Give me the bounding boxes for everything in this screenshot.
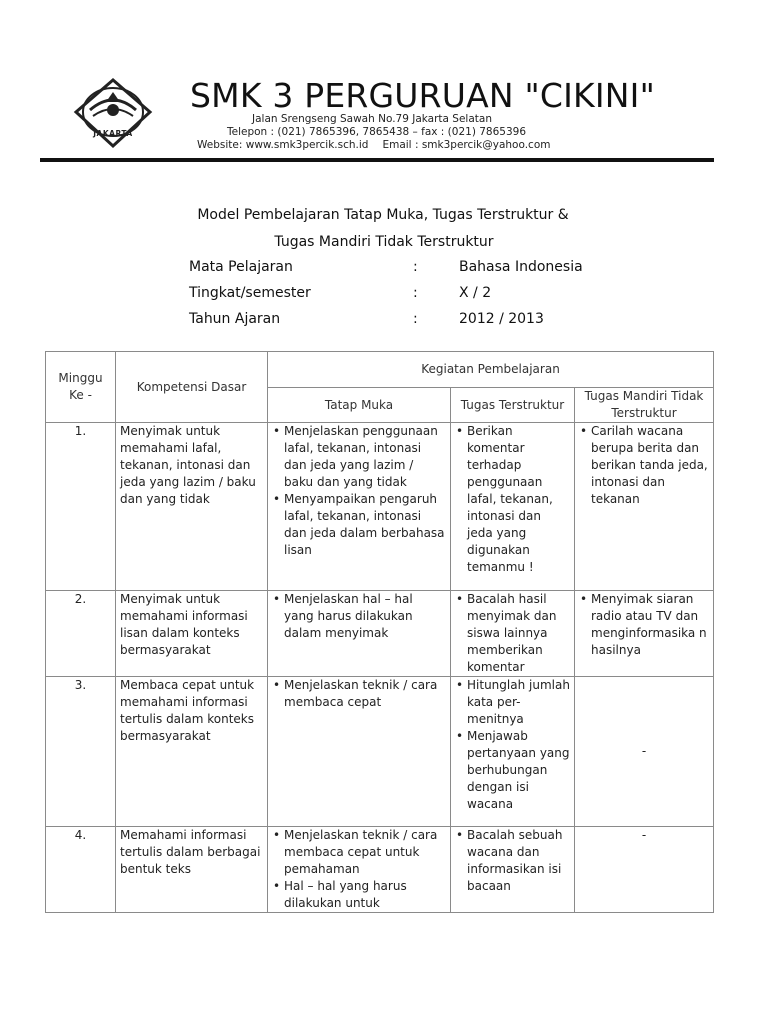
meta-key: Tingkat/semester	[189, 285, 311, 301]
header-tugas-terstruktur: Tugas Terstruktur	[451, 388, 575, 423]
school-email: Email : smk3percik@yahoo.com	[382, 139, 551, 151]
tugas-mandiri-cell	[575, 591, 714, 677]
table-row	[46, 423, 714, 591]
tugas-terstruktur-cell	[451, 423, 575, 591]
school-name: SMK 3 PERGURUAN "CIKINI"	[190, 76, 655, 115]
list-item: • Bacalah sebuah wacana dan informasikan isi bacaan	[455, 827, 570, 895]
tugas-terstruktur-cell	[451, 827, 575, 913]
tatap-muka-cell	[268, 423, 451, 591]
tugas-terstruktur-cell	[451, 677, 575, 827]
list-item: • Menjelaskan teknik / cara membaca cepat untuk pemahaman	[272, 827, 446, 878]
meta-key: Tahun Ajaran	[189, 311, 281, 327]
meta-row-year	[0, 311, 768, 331]
meta-key: Mata Pelajaran	[189, 259, 293, 275]
competency-text: Membaca cepat untuk memahami informasi tertulis dalam konteks bermasyarakat	[116, 677, 268, 827]
week-number: 4.	[46, 827, 116, 913]
meta-value: 2012 / 2013	[459, 311, 544, 327]
meta-value: X / 2	[459, 285, 492, 301]
school-phone: Telepon : (021) 7865396, 7865438 – fax : (021) 7865396	[227, 126, 527, 138]
competency-text: Memahami informasi tertulis dalam berbagai bentuk teks	[116, 827, 268, 913]
document-title-line2: Tugas Mandiri Tidak Terstruktur	[274, 234, 494, 250]
header-divider	[40, 158, 714, 162]
tugas-mandiri-empty: -	[575, 827, 714, 913]
table-row	[46, 591, 714, 677]
meta-colon: :	[413, 285, 418, 301]
school-logo	[68, 76, 158, 150]
header-tugas-mandiri: Tugas Mandiri Tidak Terstruktur	[575, 388, 714, 423]
meta-value: Bahasa Indonesia	[459, 259, 583, 275]
competency-text: Menyimak untuk memahami lafal, tekanan, intonasi dan jeda yang lazim / baku dan yang tidak	[116, 423, 268, 591]
list-item: • Menjawab pertanyaan yang berhubungan dengan isi wacana	[455, 728, 570, 813]
tugas-mandiri-empty: -	[575, 677, 714, 827]
meta-row-subject	[0, 259, 768, 279]
list-item: • Hitunglah jumlah kata per-menitnya	[455, 677, 570, 728]
tugas-terstruktur-cell	[451, 591, 575, 677]
list-item: • Menjelaskan teknik / cara membaca cepat	[272, 677, 446, 711]
table-row	[46, 677, 714, 827]
tatap-muka-cell	[268, 591, 451, 677]
document-title-line1: Model Pembelajaran Tatap Muka, Tugas Terstruktur &	[197, 207, 569, 223]
week-number: 1.	[46, 423, 116, 591]
tatap-muka-cell	[268, 827, 451, 913]
tatap-muka-cell	[268, 677, 451, 827]
meta-colon: :	[413, 259, 418, 275]
school-website: Website: www.smk3percik.sch.id	[197, 139, 369, 151]
week-number: 2.	[46, 591, 116, 677]
header-minggu: Minggu Ke -	[46, 352, 116, 423]
list-item: • Menyampaikan pengaruh lafal, tekanan, intonasi dan jeda dalam berbahasa lisan	[272, 491, 446, 559]
school-address: Jalan Srengseng Sawah No.79 Jakarta Selatan	[252, 113, 492, 125]
list-item: • Carilah wacana berupa berita dan berikan tanda jeda, intonasi dan tekanan	[579, 423, 709, 508]
list-item: • Berikan komentar terhadap penggunaan lafal, tekanan, intonasi dan jeda yang digunakan temanmu !	[455, 423, 570, 576]
list-item: • Menjelaskan penggunaan lafal, tekanan, intonasi dan jeda yang lazim / baku dan yang tidak	[272, 423, 446, 491]
list-item: • Menyimak siaran radio atau TV dan menginformasika n hasilnya	[579, 591, 709, 659]
list-item: • Hal – hal yang harus dilakukan untuk	[272, 878, 446, 912]
header-tatap-muka: Tatap Muka	[268, 388, 451, 423]
meta-colon: :	[413, 311, 418, 327]
header-kompetensi: Kompetensi Dasar	[116, 352, 268, 423]
table-row	[46, 827, 714, 913]
learning-plan-table	[45, 351, 714, 913]
week-number: 3.	[46, 677, 116, 827]
header-kegiatan: Kegiatan Pembelajaran	[268, 352, 714, 388]
competency-text: Menyimak untuk memahami informasi lisan dalam konteks bermasyarakat	[116, 591, 268, 677]
tugas-mandiri-cell	[575, 423, 714, 591]
meta-row-level	[0, 285, 768, 305]
list-item: • Bacalah hasil menyimak dan siswa lainnya memberikan komentar	[455, 591, 570, 676]
list-item: • Menjelaskan hal – hal yang harus dilakukan dalam menyimak	[272, 591, 446, 642]
school-contact	[197, 139, 550, 151]
svg-text:JAKARTA: JAKARTA	[93, 129, 133, 138]
